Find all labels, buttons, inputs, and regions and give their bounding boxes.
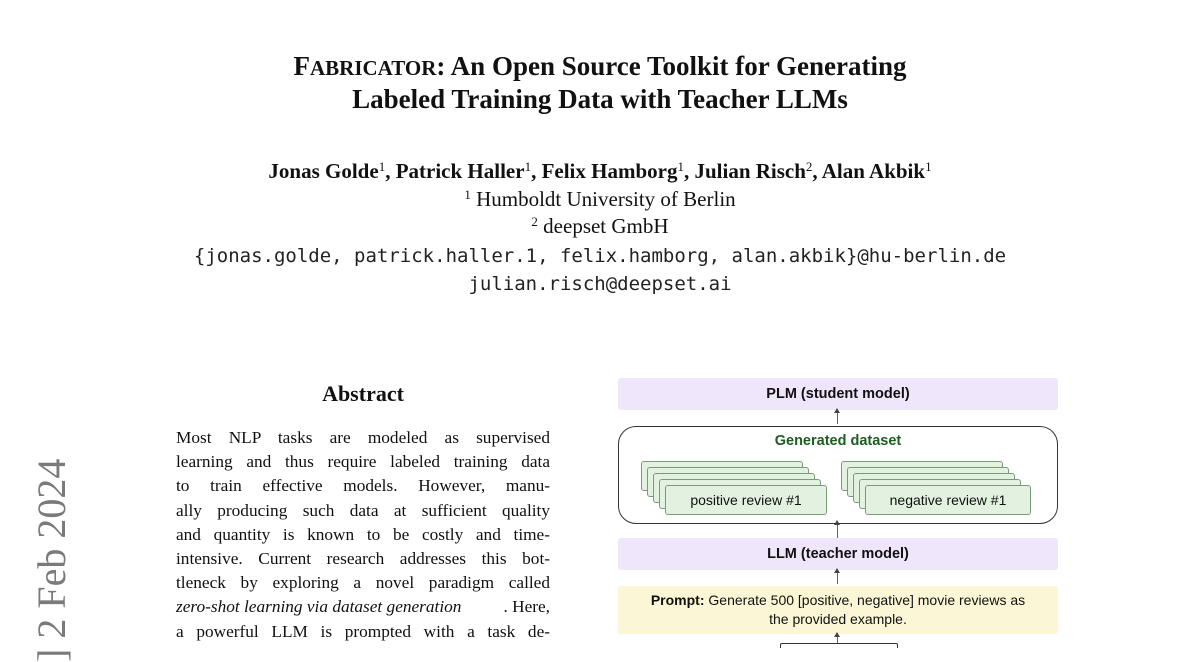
author-name: Patrick Haller — [395, 159, 525, 183]
author-name: Jonas Golde — [268, 159, 379, 183]
email-line: julian.risch@deepset.ai — [468, 273, 732, 295]
title-line-1-rest: : An Open Source Toolkit for Generating — [436, 51, 907, 81]
generated-dataset-box — [618, 426, 1058, 524]
author-affiliation-mark: 1 — [378, 159, 386, 174]
paper-title-line-1 — [0, 50, 1200, 85]
pipeline-figure — [600, 370, 1080, 648]
affiliation-mark: 1 — [464, 187, 471, 202]
abstract-line: intensive. Current research addresses this bot- — [176, 548, 550, 568]
author-affiliation-mark: 2 — [805, 159, 813, 174]
abstract-line-tail: . Here, — [503, 597, 550, 617]
prompt-text: Generate 500 [positive, negative] movie reviews as — [708, 592, 1026, 608]
abstract-line: Most NLP tasks are modeled as supervised — [176, 428, 550, 447]
arrow-up-icon — [837, 572, 838, 584]
author-name: Alan Akbik — [821, 159, 926, 183]
generated-dataset-title: Generated dataset — [774, 433, 902, 449]
affiliation-name: Humboldt University of Berlin — [476, 187, 736, 211]
arrow-up-icon — [837, 524, 838, 538]
abstract-heading: Abstract — [322, 381, 404, 406]
abstract-line: tleneck by exploring a novel paradigm called — [176, 573, 550, 593]
abstract-line: to train effective models. However, manu- — [176, 476, 550, 496]
prompt-line-2: the provided example. — [769, 611, 907, 627]
arrow-up-icon — [837, 412, 838, 424]
positive-card: positive review #1 — [665, 485, 827, 515]
prompt-label: Prompt: — [650, 592, 705, 608]
author-affiliation-mark: 1 — [677, 159, 684, 174]
affiliation-name: deepset GmbH — [543, 214, 669, 238]
author-list: Jonas Golde$^1$, Patrick Haller$^1$, Felix Hamborg$^1$, Julian Risch$^2$, Alan Akbik$^1$ — [268, 159, 932, 183]
affiliation — [0, 213, 1200, 239]
author-name: Felix Hamborg — [541, 159, 678, 183]
abstract-line: ally producing such data at sufficient quality — [176, 500, 550, 520]
teacher-model-box: LLM (teacher model) — [618, 538, 1058, 570]
title-toolkit-rest: ABRICATOR — [310, 56, 437, 80]
student-model-box: PLM (student model) — [618, 378, 1058, 410]
email-line: {jonas.golde, patrick.haller.1, felix.hamborg, alan.akbik}@hu-berlin.de — [193, 245, 1007, 267]
author-affiliation-mark: 1 — [524, 159, 532, 174]
author-name: Julian Risch — [694, 159, 806, 183]
abstract-line: learning and thus require labeled training data — [176, 452, 550, 472]
abstract-body — [176, 426, 550, 644]
abstract-line: and quantity is known to be costly and time- — [176, 524, 550, 544]
author-affiliation-mark: 1 — [925, 159, 932, 174]
example-box — [780, 643, 898, 648]
affiliation — [0, 186, 1200, 212]
abstract-line: a powerful LLM is prompted with a task de- — [176, 621, 550, 641]
paper-title-line-2: Labeled Training Data with Teacher LLMs — [352, 84, 848, 114]
prompt-line-1 — [651, 591, 1025, 610]
negative-card: negative review #1 — [865, 485, 1031, 515]
prompt-box — [618, 586, 1058, 634]
title-toolkit-initial: F — [293, 51, 310, 81]
arxiv-stamp: ] 2 Feb 2024 — [29, 458, 74, 662]
abstract-emphasis: zero-shot learning via dataset generation — [176, 597, 462, 617]
abstract-line — [176, 595, 550, 619]
affiliation-mark: 2 — [531, 214, 538, 229]
